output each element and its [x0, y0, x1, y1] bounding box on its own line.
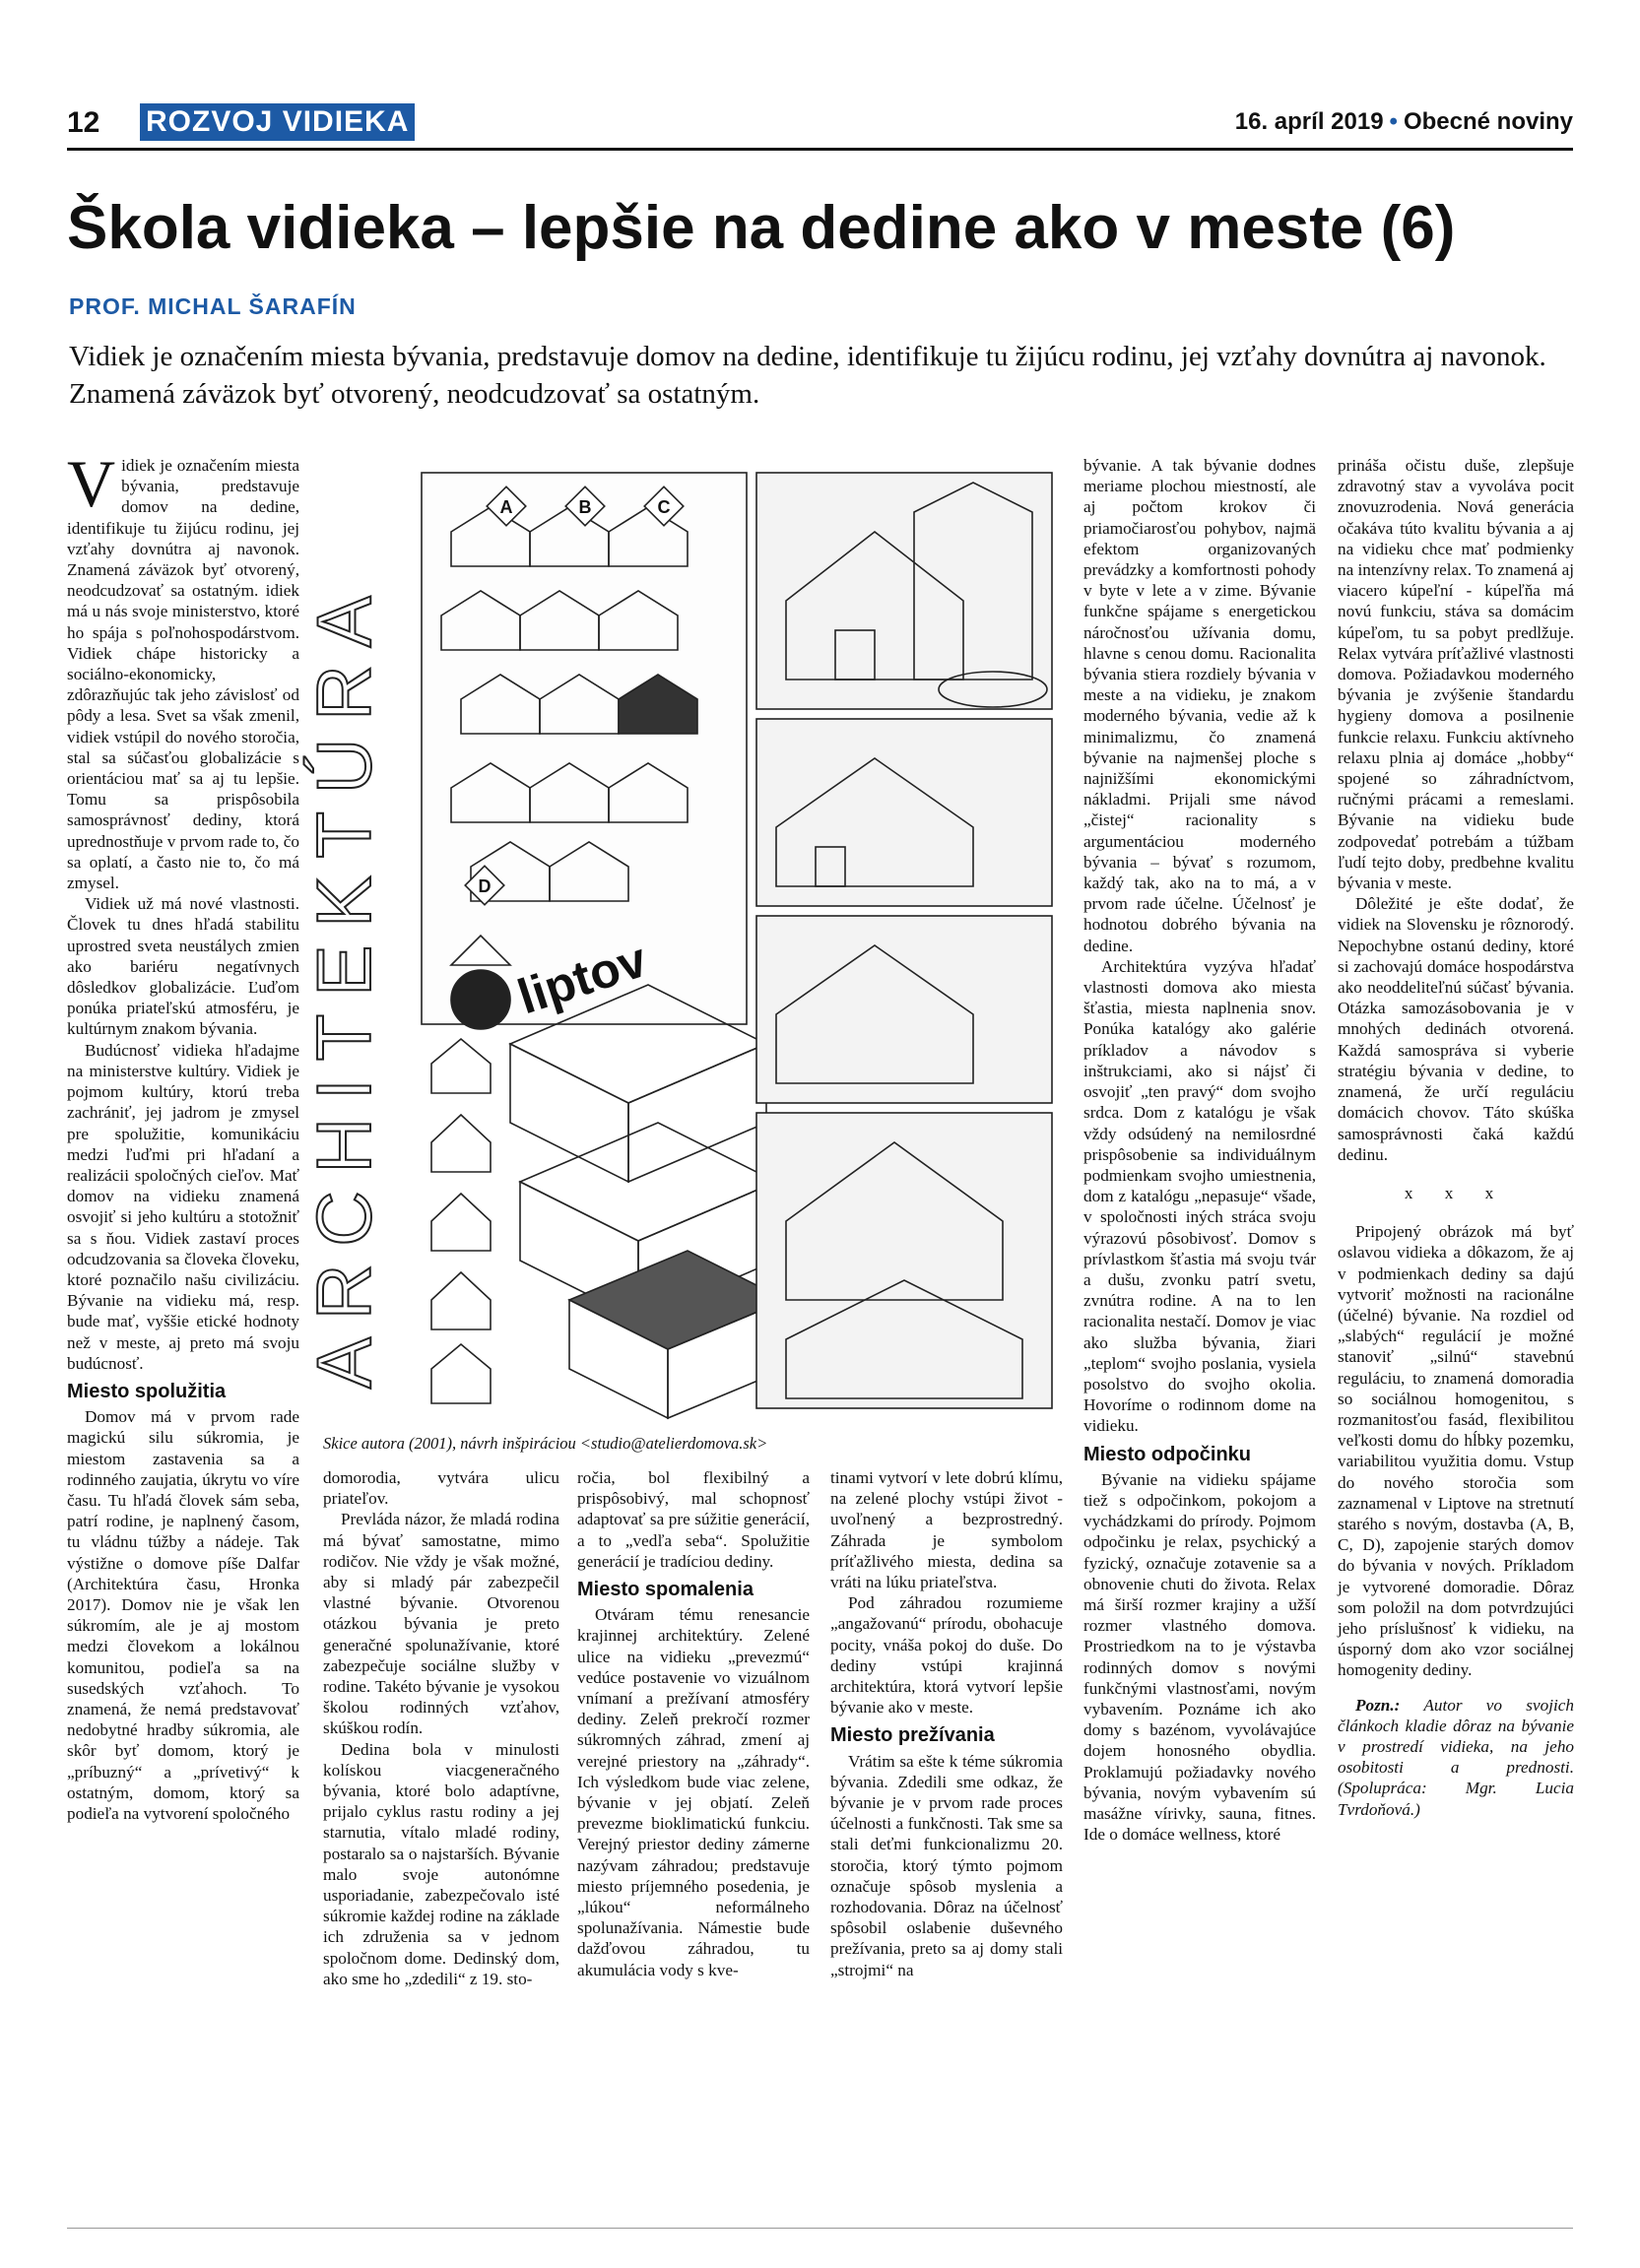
- column-1: [67, 446, 299, 1824]
- bullet-separator: •: [1389, 108, 1398, 135]
- paragraph: Domov má v prvom rade magickú silu súkromia, je miestom zastavenia sa a rodinného zaujatia, úkrytu vo víre času. Tu hľadá človek sám seba, patrí rodine, je naplnený časom, tu vládnu túžby a nádeje. Tak výstižne o domove píše Dalfar (Architektúra času, Hronka 2017). Domov nie je však len súkromím, ale je aj mostom medzi človekom a lokálnou komunitou, podieľa sa na susedských vzťahoch. To znamená, že nemá predstavovať nedobytné hradby súkromia, ale skôr byť domom, ktorý je „príbuzný“ a „prívetivý“ k ostatným, domom, ktorý sa podieľa na vytvorení spoločného: [67, 1407, 299, 1823]
- subheading: Miesto prežívania: [830, 1724, 995, 1747]
- architecture-sketch: [300, 453, 1064, 1428]
- article-lead: Vidiek je označením miesta bývania, predstavuje domov na dedine, identifikuje tu žijúcu rodinu, jej vzťahy dovnútra aj navonok. Znamená záväzok byť otvorený, neodcudzovať sa ostatným.: [69, 341, 1546, 410]
- column-3: [577, 1467, 810, 1980]
- paragraph: Dôležité je ešte dodať, že vidiek na Slovensku je rôznorodý. Nepochybne ostanú dediny, ktoré si zachovajú domáce hospodárstva ako neoddeliteľnú súčasť bývania. Otázka samozásobovania je v mnohých dedinách otvorená. Každá samospráva si vyberie stratégiu bývania v dedine, to znamená, že určí reguláciu domácich chovov. Táto skúška samosprávnosti čaká každú dedinu.: [1338, 894, 1574, 1164]
- figure-caption: Skice autora (2001), návrh inšpiráciou <studio@atelierdomova.sk>: [323, 1434, 768, 1453]
- section-separator: x x x: [1404, 1183, 1508, 1202]
- paragraph: Otváram tému renesancie krajinnej architektúry. Zelené ulice na vidieku „prevezmú“ vedúce postavenie vo vizuálnom vnímaní a prežívaní atmosféry dediny. Zeleň prekročí rozmer súkromných záhrad, zmení aj verejné priestory na „záhrady“. Ich výsledkom bude viac zelene, bývanie v jej objatí. Zeleň prevezme bioklimatickú funkciu. Verejný priestor dediny zámerne nazývam záhradou; predstavuje miesto príjemného posedenia, je „lúkou“ neformálneho spolunažívania. Námestie bude dažďovou záhradou, tu akumulácia vody s kve-: [577, 1605, 810, 1979]
- subheading: Miesto spomalenia: [577, 1579, 754, 1601]
- paragraph: domorodia, vytvára ulicu priateľov.: [323, 1468, 559, 1509]
- column-2: [323, 1467, 559, 1989]
- column-4: [830, 1467, 1063, 1980]
- paragraph: Budúcnosť vidieka hľadajme na ministerstve kultúry. Vidiek je pojmom kultúry, ktorú treba zachrániť, jej jadrom je zmysel pre spolužitie, komunikáciu medzi ľuďmi pri hľadaní a realizácii spoločných cieľov. Mať domov na vidieku znamená osvojiť si jeho kultúru a stotožniť sa s ňou. Vidiek zastaví proces odcudzovania sa človeka človeku, ktoré poznačilo našu civilizáciu. Bývanie na vidieku má, resp. bude mať, vyššie etické hodnoty než v meste, aj preto má svoju budúcnosť.: [67, 1040, 299, 1373]
- page-number: 12: [67, 106, 100, 139]
- vertical-title: ARCHITEKTÚRA: [300, 578, 387, 1389]
- brand-label: liptov: [511, 932, 654, 1025]
- paragraph: Prevláda názor, že mladá rodina má bývať samostatne, mimo rodičov. Nie vždy je však možné, aby si mladý pár zabezpečil vlastné bývanie. Otvorenou otázkou bývania je preto generačné spolunažívanie, ktoré zabezpečuje sociálne služby v rodine. Takéto bývanie je vysokou školou rodinných vzťahov, skúškou rodín.: [323, 1510, 559, 1738]
- paragraph: ročia, bol flexibilný a prispôsobivý, mal schopnosť adaptovať sa pre súžitie generácií, a to „vedľa seba“. Spolužitie generácií je tradíciou dediny.: [577, 1468, 810, 1571]
- section-label: ROZVOJ VIDIEKA: [140, 103, 415, 141]
- footer-rule: [67, 2228, 1573, 2229]
- article-title: Škola vidieka – lepšie na dedine ako v meste (6): [67, 194, 1456, 262]
- house-label-d: D: [478, 876, 492, 896]
- publication-name: Obecné noviny: [1403, 108, 1573, 135]
- paragraph: Pripojený obrázok má byť oslavou vidieka a dôkazom, že aj v podmienkach dediny sa dajú vytvoriť možnosti na racionálne (účelné) bývanie. Na rozdiel od „slabých“ regulácií je možné stanoviť „silnú“ stavebnú reguláciu, to znamená domoradia so sociálnou homogenitou, s rozmanitosťou fasád, flexibilitou veľkosti domu do hĺbky pozemku, variabilitou využitia domu. Vstup do nového storočia som zaznamenal v Liptove na stretnutí starého s novým, dostavba (A, B, C, D), zapojenie starých domov do bývania v nových. Príkladom je vytvorené domoradie. Dôraz som položil na dom potvrdzujúci jeho príslušnosť k vidieku, na úsporný dom ako vzor sociálnej homogenity dediny.: [1338, 1222, 1574, 1680]
- paragraph: Architektúra vyzýva hľadať vlastnosti domova ako miesta šťastia, miesta naplnenia snov. Ponúka katalógy ako galérie príkladov a návodov s inštrukciami, ako si nájsť či osvojiť „ten pravý“ dom svojho srdca. Dom z katalógu je však vždy odsúdený na nemilosrdné prispôsobenie sa individuálnym podmienkam svojho umiestnenia, dom z katalógu „nepasuje“ všade, v spoločnosti iných stráca svoju výrazovú pôsobivosť. Domov s prívlastkom šťastia má svoju tvár a dušu, zvonku patrí svetu, zvnútra rodine. A na to len racionalita nestačí. Domov je viac ako služba bývania, žiari „teplom“ svojho poslania, vysiela posolstvo do svojho okolia. Hovoríme o rodinnom dome na vidieku.: [1083, 956, 1316, 1436]
- paragraph: Dedina bola v minulosti kolískou viacgeneračného bývania, ktoré bolo adaptívne, prijalo cyklus rastu rodiny a jej starnutia, vítalo mladé rodiny, postaralo sa o najstarších. Bývanie malo svoje autonómne usporiadanie, zabezpečovalo isté súkromie každej rodine na základe ich združenia sa v jednom spoločnom dome. Dedinský dom, ako sme ho „zdedili“ z 19. sto-: [323, 1739, 559, 1988]
- paragraph: Vrátim sa ešte k téme súkromia bývania. Zdedili sme odkaz, že bývanie je v prvom rade proces účelnosti a funkčnosti. Tak sme sa stali deťmi funkcionalizmu 20. storočia, ktorý týmto pojmom označuje spôsob myslenia a rozhodovania. Dôraz na účelnosť spôsobil oslabenie duševného prežívania, preto sa aj domy stali „strojmi“ na: [830, 1751, 1063, 1979]
- paragraph: bývanie. A tak bývanie dodnes meriame plochou miestností, ale aj počtom krokov či priamočiarosťou pohybov, najmä efektom organizovaných prevádzky a komfortnosti pohody v byte v lete a v zime. Bývanie funkčne spájame s energetickou náročnosťou užívania domu, hlavne s cenou domu. Racionalita bývania stiera rozdiely bývania v meste a na vidieku, je znakom moderného bývania, vedie až k minimalizmu, čo znamená bývanie na najmenšej ploche s najnižšími ekonomickými nákladmi. Prijali sme návod „čistej“ racionality s argumentáciou moderného bývania – bývať s rozumom, každý tak, ako na to má, a v prvom rade účelne. Účelnosť je hodnotou dobrého bývania na dedine.: [1083, 456, 1316, 955]
- dateline: [1235, 108, 1573, 136]
- house-label-c: C: [657, 497, 671, 517]
- author-byline: PROF. MICHAL ŠARAFÍN: [69, 293, 357, 319]
- paragraph: Bývanie na vidieku spájame tiež s odpočinkom, pokojom a vychádzkami do prírody. Pojmom odpočinku je relax, psychický a fyzický, označuje zotavenie sa a obnovenie chuti do života. Relax má širší rozmer krajiny a užší rozmer vlastného domova. Prostriedkom na to je výstavba rodinných domov s novými funkčnými vlastnosťami, novým vybavením. Poznáme ich ako domy s bazénom, vyvolávajúce dojem honosného obydlia. Proklamujú požiadavky nového bývania, novým vybavením sú masážne vírivky, sauna, fitnes. Ide o domáce wellness, ktoré: [1083, 1469, 1316, 1845]
- column-5: [1083, 455, 1316, 1845]
- author-note: Pozn.: Autor vo svojich článkoch kladie dôraz na bývanie v prostredí vidieka, na jeho osobitosti a prednosti. (Spolupráca: Mgr. Lucia Tvrdoňová.): [1338, 1695, 1574, 1819]
- subheading: Miesto spolužitia: [67, 1380, 227, 1402]
- paragraph: Vidiek už má nové vlastnosti. Človek tu dnes hľadá stabilitu uprostred sveta neustálych zmien ako bariéru negatívnych dôsledkov globalizácie. Ľuďom ponúka priateľskú atmosféru, je kultúrnym znakom bývania.: [67, 894, 299, 1039]
- column-6: [1338, 455, 1574, 1820]
- issue-date: 16. apríl 2019: [1234, 108, 1384, 135]
- house-label-b: B: [578, 497, 592, 517]
- note-label: Pozn.:: [1355, 1695, 1401, 1715]
- header-rule: [67, 148, 1573, 151]
- paragraph: Pod záhradou rozumieme „angažovanú“ prírodu, obohacuje pocity, vnáša pokoj do duše. Do dediny vstúpi krajinná architektúra, ktorá vytvorí lepšie bývanie ako v meste.: [830, 1593, 1063, 1717]
- paragraph: Vidiek je označením miesta bývania, predstavuje domov na dedine, identifikuje tu žijúcu rodinu, jej vzťahy dovnútra aj navonok. Znamená záväzok byť otvorený, neodcudzovať sa ostatným. idiek má u nás svoje ministerstvo, ktoré ho spája s poľnohospodárstvom. Vidiek chápe historicky a sociálno-ekonomicky, zdôrazňujúc tak jeho závislosť od pôdy a lesa. Svet sa však zmenil, vidiek vstúpil do nového storočia, stal sa súčasťou globalizácie s orientáciou mať sa aj tu lepšie. Tomu sa prispôsobila samosprávnosť dediny, ktorá uprednostňuje v prvom rade to, čo sa oplatí, a často nie to, čo má zmysel.: [67, 446, 299, 893]
- sketch-drawing: [300, 453, 1064, 1428]
- paragraph: tinami vytvorí v lete dobrú klímu, na zelené plochy vstúpi život - uvoľnený a bezprostredný. Záhrada je symbolom príťažlivého miesta, dedina sa vráti na lúku priateľstva.: [830, 1468, 1063, 1592]
- subheading: Miesto odpočinku: [1083, 1443, 1251, 1465]
- house-label-a: A: [499, 497, 513, 517]
- drop-cap: V: [67, 446, 116, 521]
- paragraph: prináša očistu duše, zlepšuje zdravotný stav a vyvoláva pocit znovuzrodenia. Nová generácia očakáva túto kvalitu bývania a aj na vidieku chce mať podmienky na intenzívny relax. To znamená aj viacero kúpeľní - kúpeľňa má novú funkciu, stáva sa domácim kúpeľom, tu sa pobyt predlžuje. Relax vytvára príťažlivé vlastnosti domova. Požiadavkou moderného bývania je zvýšenie štandardu hygieny domova a posilnenie funkcie relaxu. Funkciu aktívneho relaxu plnia aj domáce „hobby“ spojené so záhradníctvom, ručnými prácami a remeslami. Bývanie na vidieku bude zodpovedať potrebám a túžbam ľudí tejto doby, predbehne kvalitu bývania v meste.: [1338, 456, 1574, 893]
